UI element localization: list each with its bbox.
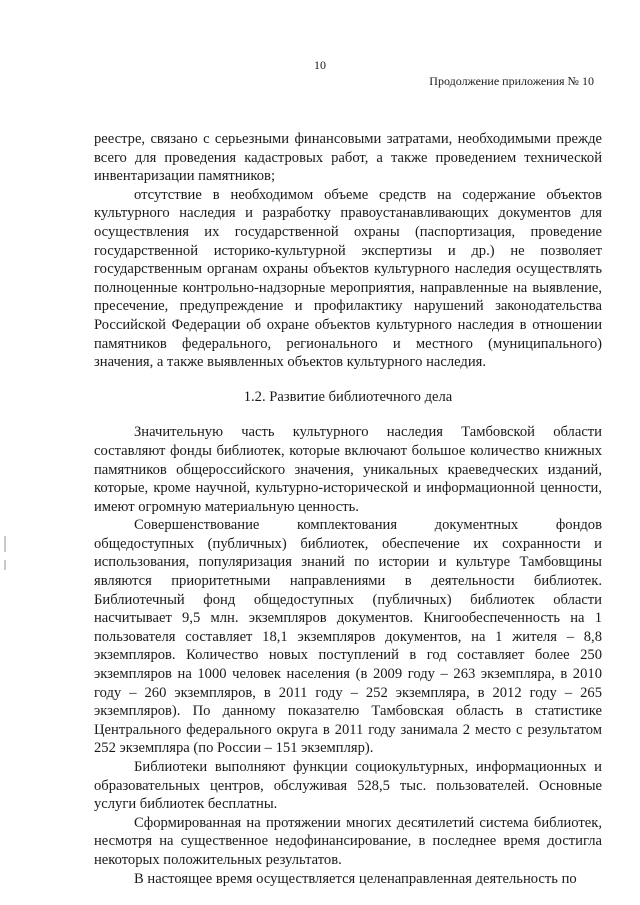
- section-heading: 1.2. Развитие библиотечного дела: [243, 388, 453, 405]
- paragraph: реестре, связано с серьезными финансовыми затратами, необходимыми прежде всего для проведения кадастровых работ, а также проведением технической инвентаризации памятников;: [94, 131, 602, 185]
- paragraph: Значительную часть культурного наследия Тамбовской области составляют фонды библиотек, которые включают большое количество книжных памятников общероссийского значения, уникальных краеведческих изданий, которые, кроме научной, культурно-исторической и информационной ценности, имеют огромную материальную ценность.: [94, 424, 602, 515]
- paragraph: Библиотеки выполняют функции социокультурных, информационных и образовательных центров, обслуживая 528,5 тыс. пользователей. Основные услуги библиотек бесплатны.: [94, 759, 602, 813]
- page-number: 10: [314, 58, 326, 72]
- paragraph: Совершенствование комплектования документных фондов общедоступных (публичных) библиотек, обеспечение их сохранности и использования, популяризация знаний по истории и культуре Тамбовщины являются приоритетными направлениями в деятельности библиотек. Библиотечный фонд общедоступных (публичных) библиотек области насчитывает 9,5 млн. экземпляров документов. Книгообеспеченность на 1 пользователя составляет 18,1 экземпляров документов, на 1 жителя – 8,8 экземпляров. Количество новых поступлений в год составляет более 250 экземпляров на 1000 человек населения (в 2009 году – 263 экземпляра, в 2010 году – 260 экземпляров, в 2011 году – 252 экземпляра, в 2012 году – 265 экземпляров). По данному показателю Тамбовская область в статистике Центрального федерального округа в 2011 году занимала 2 место с результатом 252 экземпляра (по России – 151 экземпляр).: [94, 517, 602, 757]
- scan-edge-mark: [4, 560, 6, 570]
- scan-edge-mark: [4, 536, 6, 552]
- paragraph: Сформированная на протяжении многих десятилетий система библиотек, несмотря на существенное недофинансирование, в последнее время достигла некоторых положительных результатов.: [94, 814, 602, 868]
- paragraph: отсутствие в необходимом объеме средств на содержание объектов культурного наследия и разработку правоустанавливающих документов для осуществления их государственной охраны (паспортизация, проведение государственной историко-культурной экспертизы и др.) не позволяет государственным органам охраны объектов культурного наследия осуществлять полноценные контрольно-надзорные мероприятия, направленные на выявление, пресечение, предупреждение и профилактику нарушений законодательства Российской Федерации об охране объектов культурного наследия в отношении памятников федерального, регионального и местного (муниципального) значения, а также выявленных объектов культурного наследия.: [94, 186, 602, 371]
- body-text: [94, 130, 602, 888]
- appendix-continuation-note: Продолжение приложения № 10: [429, 74, 594, 88]
- paragraph-last-line: В настоящее время осуществляется целенаправленная деятельность по: [134, 870, 577, 887]
